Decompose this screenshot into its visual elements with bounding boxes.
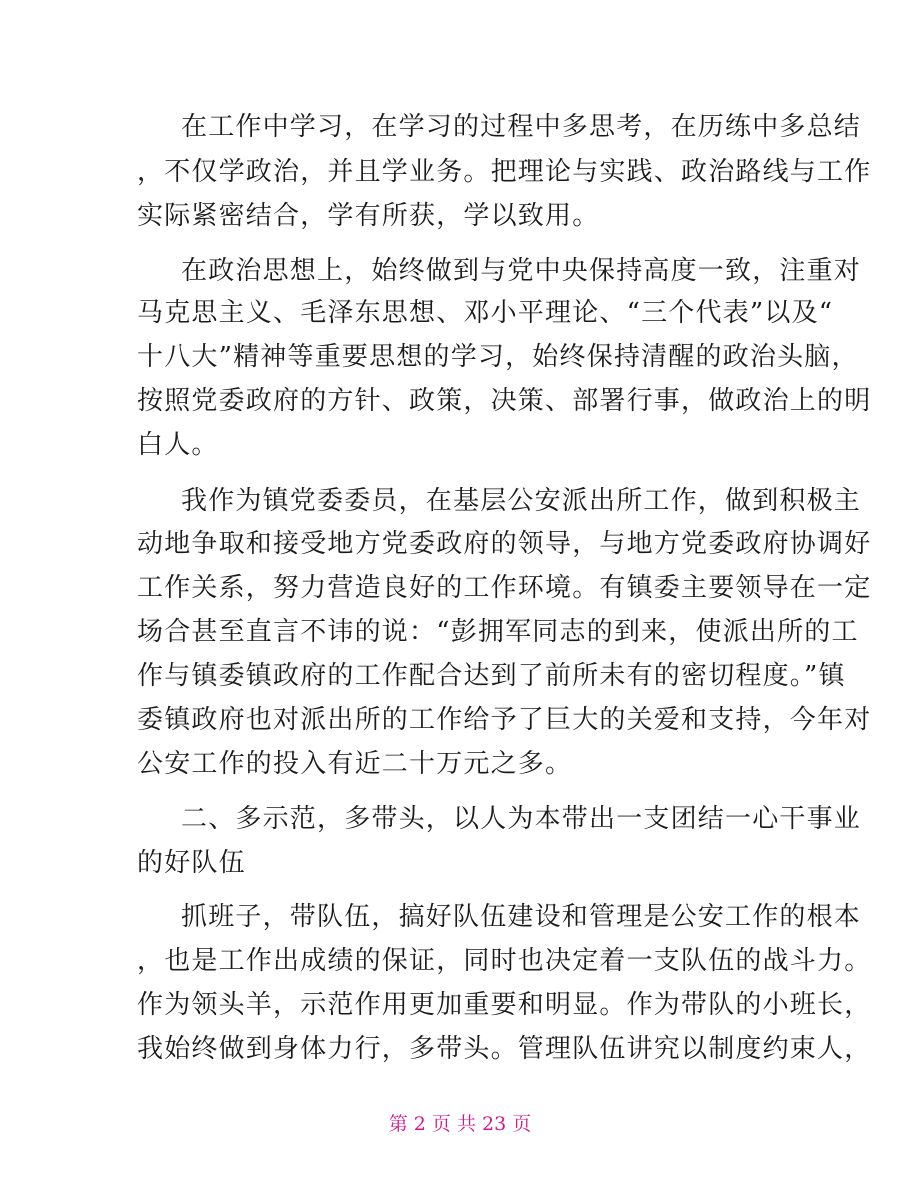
text-line: 作为领头羊，示范作用更加重要和明显。作为带队的小班长， [137,990,872,1020]
text-line: 委镇政府也对派出所的工作给予了巨大的关爱和支持，今年对 [137,705,872,735]
text-line: 十八大”精神等重要思想的学习，始终保持清醒的政治头脑， [137,342,859,372]
text-line: 在政治思想上，始终做到与党中央保持高度一致，注重对 [181,256,862,286]
text-line: 公安工作的投入有近二十万元之多。 [137,749,573,779]
text-line: 作与镇委镇政府的工作配合达到了前所未有的密切程度。”镇 [137,661,846,691]
text-line: 的好队伍 [137,848,246,878]
text-line: 按照党委政府的方针、政策，决策、部署行事，做政治上的明 [137,386,872,416]
text-line: 动地争取和接受地方党委政府的领导，与地方党委政府协调好 [137,529,872,559]
text-line: ，不仅学政治，并且学业务。把理论与实践、政治路线与工作 [137,157,872,187]
text-line: 场合甚至直言不讳的说：“彭拥军同志的到来，使派出所的工 [137,617,859,647]
text-line: 我始终做到身体力行，多带头。管理队伍讲究以制度约束人， [137,1034,872,1064]
text-line: 实际紧密结合，学有所获，学以致用。 [137,201,600,231]
text-line: ，也是工作出成绩的保证，同时也决定着一支队伍的战斗力。 [137,946,872,976]
text-line: 马克思主义、毛泽东思想、邓小平理论、“三个代表”以及“ [137,298,834,328]
text-line: 抓班子，带队伍，搞好队伍建设和管理是公安工作的根本 [181,902,862,932]
text-line: 二、多示范，多带头，以人为本带出一支团结一心干事业 [181,804,862,834]
text-line: 我作为镇党委委员，在基层公安派出所工作，做到积极主 [181,486,862,516]
text-line: 白人。 [137,430,219,460]
text-line: 在工作中学习，在学习的过程中多思考，在历练中多总结 [181,112,862,142]
text-line: 工作关系，努力营造良好的工作环境。有镇委主要领导在一定 [137,573,872,603]
page-number-footer: 第 2 页 共 23 页 [388,1113,532,1135]
